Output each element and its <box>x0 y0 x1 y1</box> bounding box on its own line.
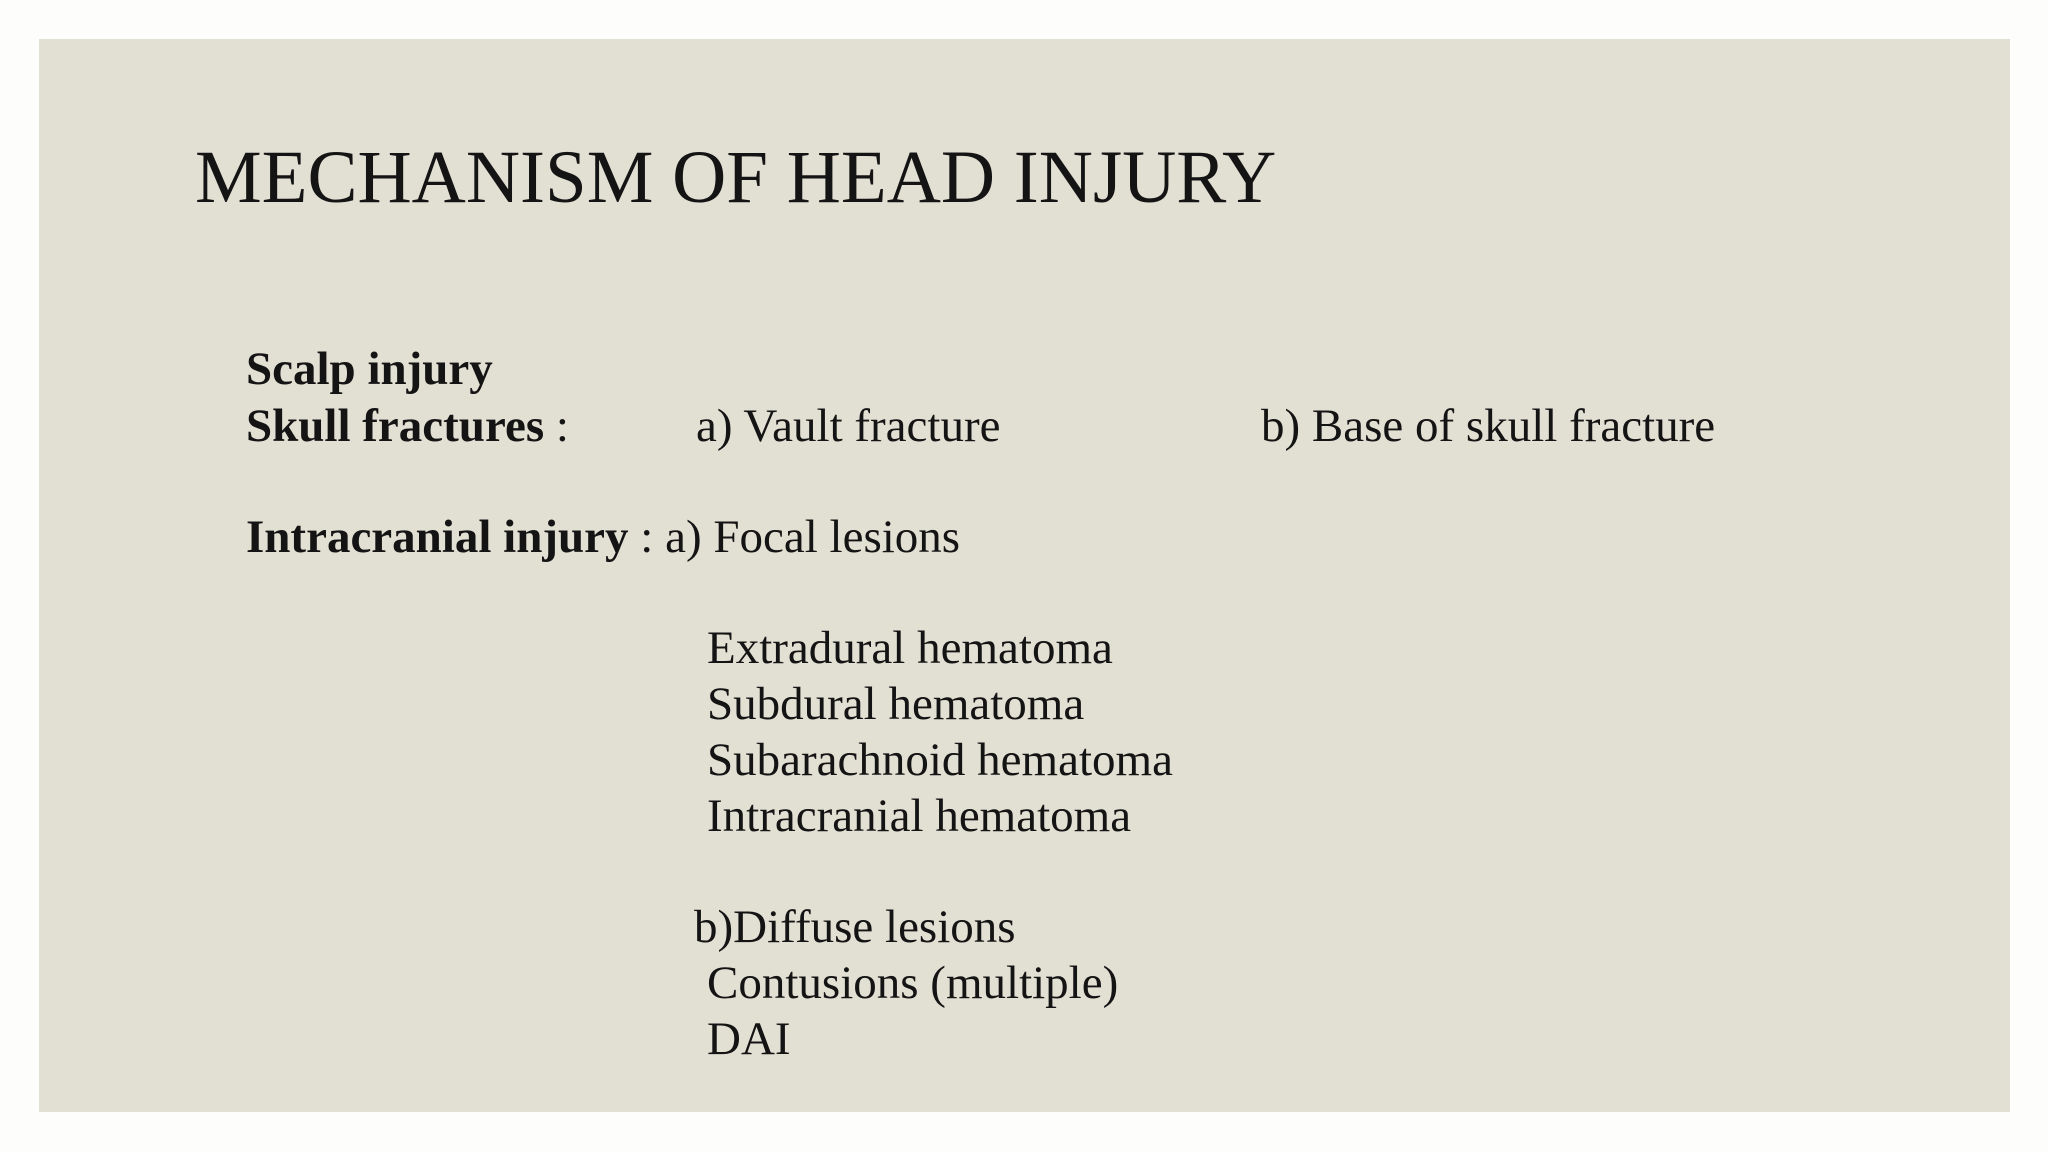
intracranial-injury-label: Intracranial injury <box>246 511 629 563</box>
skull-fractures-row <box>246 400 569 452</box>
base-of-skull-fracture: b) Base of skull fracture <box>1261 400 1716 452</box>
list-item: Extradural hematoma <box>707 622 1113 674</box>
slide-title: MECHANISM OF HEAD INJURY <box>195 136 1277 219</box>
skull-fractures-label: Skull fractures <box>246 400 545 452</box>
scalp-injury-label: Scalp injury <box>246 343 493 395</box>
vault-fracture: a) Vault fracture <box>696 400 1001 452</box>
list-item: Subdural hematoma <box>707 678 1085 730</box>
list-item: Subarachnoid hematoma <box>707 734 1173 786</box>
focal-lesions-heading: a) Focal lesions <box>665 511 961 563</box>
list-item: DAI <box>707 1013 791 1065</box>
intracranial-injury-separator: : <box>628 511 666 563</box>
list-item: Intracranial hematoma <box>707 790 1132 842</box>
list-item: Contusions (multiple) <box>707 957 1119 1009</box>
slide <box>39 39 2010 1112</box>
intracranial-injury-row <box>246 511 961 563</box>
diffuse-lesions-heading: b)Diffuse lesions <box>694 901 1016 953</box>
skull-fractures-separator: : <box>544 400 569 452</box>
